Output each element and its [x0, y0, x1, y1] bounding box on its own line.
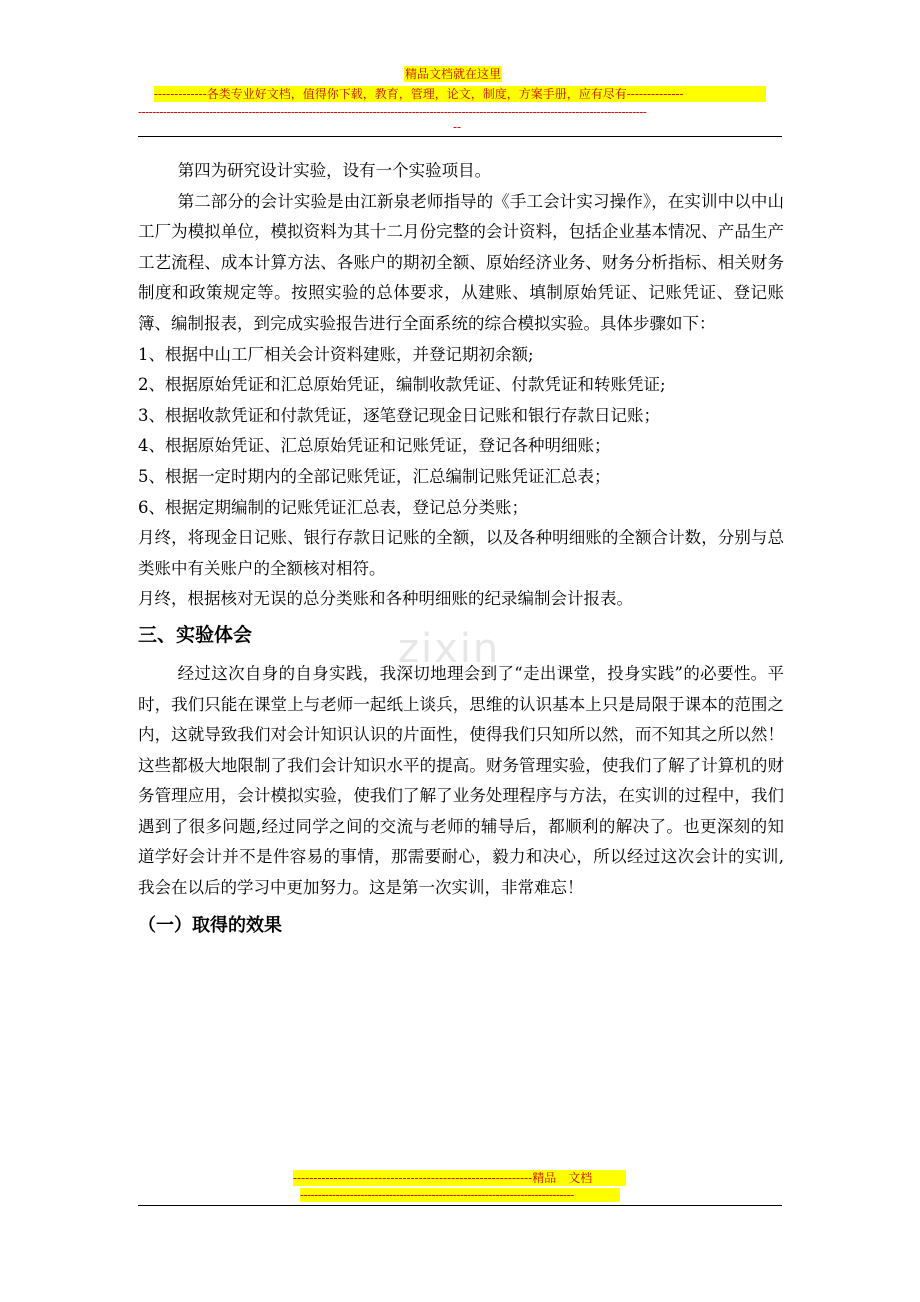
header-title-banner: 精品文档就在这里: [405, 67, 502, 81]
header-dash-tail: --: [453, 120, 462, 134]
subsection-heading-results: （一）取得的效果: [138, 914, 282, 936]
document-body: [138, 156, 784, 940]
paragraph-accounting-experiment: 第二部分的会计实验是由江新泉老师指导的《手工会计实习操作》，在实训中以中山工厂为模拟单位，模拟资料为其十二月份完整的会计资料，包括企业基本情况、产品生产工艺流程、成本计算方法、各账户的期初全额、原始经济业务、财务分析指标、相关财务制度和政策规定等。按照实验的总体要求，从建账、填制原始凭证、记账凭证、登记账簿、编制报表，到完成实验报告进行全面系统的综合模拟实验。具体步骤如下：: [138, 191, 784, 333]
paragraph-month-end-report: 月终，根据核对无误的总分类账和各种明细账的纪录编制会计报表。: [138, 589, 633, 609]
paragraph-month-end-reconcile: 月终，将现金日记账、银行存款日记账的全额，以及各种明细账的全额合计数，分别与总类账中有关账户的全额核对相符。: [138, 528, 784, 578]
footer-dash-line: -----------------------------------------------------------------------------: [300, 1188, 620, 1202]
step-item-6: 6、根据定期编制的记账凭证汇总表，登记总分类账；: [138, 497, 528, 517]
section-heading-experience: 三、实验体会: [138, 623, 253, 646]
watermark-text: zixin: [398, 626, 501, 672]
paragraph-experience: 经过这次自身的自身实践，我深切地理会到了“走出课堂，投身实践”的必要性。平时，我们只能在课堂上与老师一起纸上谈兵，思维的认识基本上只是局限于课本的范围之内，这就导致我们对会计知识认识的片面性，使得我们只知所以然，而不知其之所以然！这些都极大地限制了我们会计知识水平的提高。财务管理实验，使我们了解了计算机的财务管理应用，会计模拟实验，使我们了解了业务处理程序与方法，在实训的过程中，我们遇到了很多问题,经过同学之间的交流与老师的辅导后，都顺利的解决了。也更深刻的知道学好会计并不是件容易的事情，那需要耐心，毅力和决心，所以经过这次会计的实训,我会在以后的学习中更加努力。这是第一次实训，非常难忘！: [138, 663, 784, 898]
step-item-2: 2、根据原始凭证和汇总原始凭证，编制收款凭证、付款凭证和转账凭证;: [138, 375, 666, 395]
header-dash-line: -----------------------------------------------------------------------------------------------------------------------------------------------: [138, 105, 647, 119]
footer-rule: [138, 1205, 782, 1206]
header-rule: [138, 136, 782, 137]
header-slogan-banner: -------------各类专业好文档，值得你下载，教育，管理，论文，制度，方案手册，应有尽有--------------: [154, 86, 766, 102]
step-item-5: 5、根据一定时期内的全部记账凭证，汇总编制记账凭证汇总表；: [138, 466, 611, 486]
step-item-3: 3、根据收款凭证和付款凭证，逐笔登记现金日记账和银行存款日记账；: [138, 405, 660, 425]
step-item-4: 4、根据原始凭证、汇总原始凭证和记账凭证，登记各种明细账；: [138, 436, 611, 456]
footer-banner: -----------------------------------------------------------精品 文档: [293, 1170, 626, 1186]
paragraph-intro: 第四为研究设计实验，设有一个实验项目。: [177, 161, 492, 180]
step-item-1: 1、根据中山工厂相关会计资料建账，并登记期初余额;: [138, 344, 534, 364]
